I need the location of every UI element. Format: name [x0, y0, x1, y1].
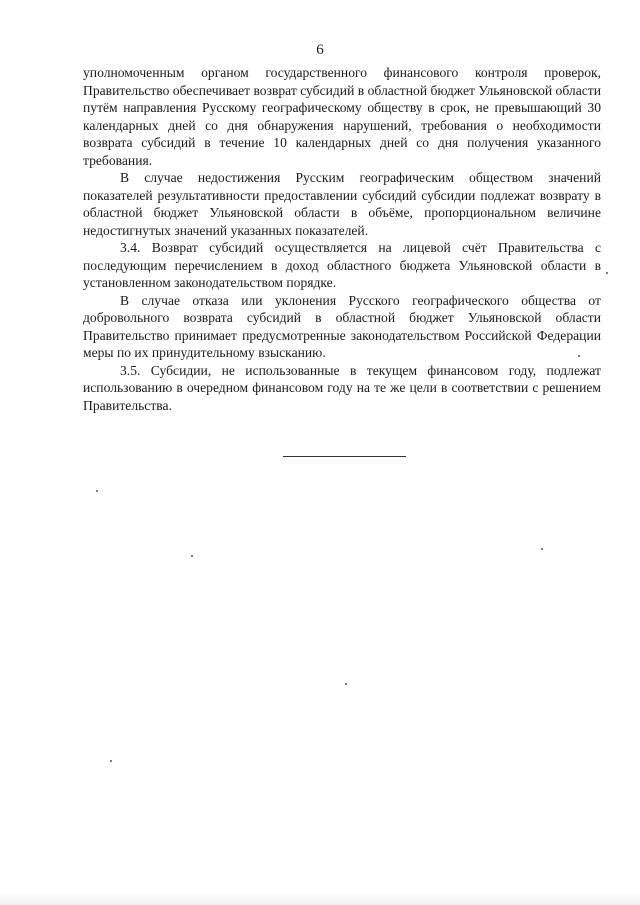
- scan-speck: [110, 760, 112, 762]
- scan-speck: [96, 490, 98, 492]
- paragraph-clause-3-5: 3.5. Субсидии, не использованные в текущем финансовом году, подлежат использованию в очередном финансовом году на те же цели в соответствии с решением Правительства.: [83, 362, 601, 413]
- scan-speck: [606, 272, 608, 274]
- paragraph-refusal-return: В случае отказа или уклонения Русского географического общества от добровольного возврата субсидий в областной бюджет Ульяновской области Правительство принимает предусмотренные законодательством Российской Федерации меры по их принудительному взысканию.: [83, 292, 601, 360]
- scan-speck: [345, 683, 347, 685]
- scan-speck: [191, 555, 193, 557]
- paragraph-indicators-shortfall: В случае недостижения Русским географическим обществом значений показателей результативности предоставлении субсидий субсидии подлежат возврату в областной бюджет Ульяновской области в объёме, пропорциональном величине недостигнутых значений указанных показателей.: [83, 170, 601, 238]
- document-body: [83, 64, 601, 414]
- scan-speck: [541, 548, 543, 550]
- page-number: 6: [316, 42, 324, 58]
- end-of-text-rule: [283, 456, 406, 457]
- paragraph-clause-3-4: 3.4. Возврат субсидий осуществляется на лицевой счёт Правительства с последующим перечислением в доход областного бюджета Ульяновской области в установленном законодательством порядке.: [83, 240, 601, 290]
- scan-edge-shadow: [0, 893, 640, 905]
- scan-speck: [578, 355, 580, 357]
- paragraph-continuation: уполномоченным органом государственного финансового контроля проверок, Правительство обеспечивает возврат субсидий в областной бюджет Ульяновской области путём направления Русскому географическому обществу в срок, не превышающий 30 календарных дней со дня обнаружения нарушений, требования о необходимости возврата субсидий в течение 10 календарных дней со дня получения указанного требования.: [83, 65, 601, 168]
